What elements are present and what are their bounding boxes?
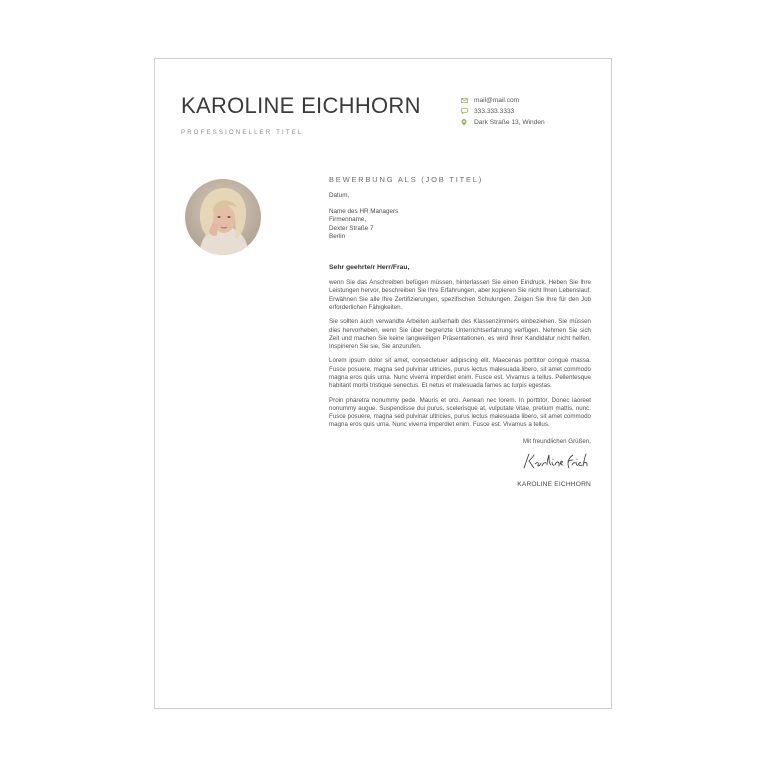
salutation: Sehr geehrte/r Herr/Frau, xyxy=(329,264,410,272)
handwritten-signature xyxy=(329,450,591,472)
location-pin-icon xyxy=(460,119,468,126)
recipient-line: Name des HR Managers xyxy=(329,208,399,216)
profile-photo xyxy=(185,179,261,255)
letter-date: Datum, xyxy=(329,192,350,199)
body-paragraph: Lorem ipsum dolor sit amet, consectetuer adipiscing elit. Maecenas porttitor congue massa. Fusce posuere, magna sed pulvinar ultricies, purus lectus malesuada libero, sit amet commodo magna eros quis urna. Nunc viverra imperdiet enim. Fusce est. Vivamus a tellus. Pellentesque habitant morbi tristique senectus. Et netus et malesuada fames ac turpis egestas. xyxy=(329,357,591,390)
recipient-block xyxy=(329,208,591,241)
closing: Mit freundlichen Grüßen, xyxy=(522,437,591,445)
recipient-line: Berlin xyxy=(329,232,346,240)
contact-phone: 333.333.3333 xyxy=(474,107,515,115)
letter-page xyxy=(154,58,612,709)
phone-icon xyxy=(460,108,468,115)
body-paragraph: Sie sollten auch verwandte Arbeiten außerhalb des Klassenzimmers einbeziehen. Sie müssen dies hervorheben, wenn Sie über begrenzte Unterrichtserfahrung verfügen. Nehmen Sie sich Zeit und machen Sie keine langweiligen Präsentationen, es wird Ihrer Kandidatur nicht helfen. Inspirieren Sie sie, Sie anzurufen. xyxy=(329,318,591,351)
mail-icon xyxy=(460,97,468,104)
contact-email: mail@mail.com xyxy=(474,96,520,104)
contact-email-row xyxy=(460,95,545,105)
contact-address-row xyxy=(460,117,545,127)
applicant-name: KAROLINE EICHHORN xyxy=(181,93,421,118)
recipient-line: Dexter Straße 7 xyxy=(329,224,374,232)
professional-title: PROFESSIONELLER TITEL xyxy=(181,130,304,136)
contact-phone-row xyxy=(460,106,545,116)
body-paragraph: Proin pharetra nonummy pede. Mauris et orci. Aenean nec lorem. In porttitor. Donec laoreet nonummy augue. Suspendisse dui purus, scelerisque at, vulputate vitae, pretium mattis, nunc. Fusce posuere, magna sed pulvinar ultricies, purus lectus malesuada libero, sit amet commodo magna eros quis urna. Nunc viverra imperdiet enim. Fusce est. Vivamus a tellus. xyxy=(329,396,591,429)
letter-body xyxy=(329,175,591,488)
job-title: BEWERBUNG ALS (JOB TITEL) xyxy=(329,175,484,184)
contact-address: Dark Straße 13, Winden xyxy=(474,118,545,126)
contact-block xyxy=(460,95,545,128)
recipient-line: Firmenname, xyxy=(329,216,367,224)
body-paragraph: wenn Sie das Anschreiben befügen müssen, hinterlassen Sie einen Eindruck. Heben Sie Ihre Leistungen hervor, beschreiben Sie Ihre Erfahrungen, aber kopieren Sie nicht Ihren Lebenslauf. Erwähnen Sie alle Ihre Zertifizierungen, spezifischen Schulungen. Zeigen Sie Ihre für den Job erforderlichen Fähigkeiten. xyxy=(329,279,591,311)
signature-name: KAROLINE EICHHORN xyxy=(517,480,591,488)
